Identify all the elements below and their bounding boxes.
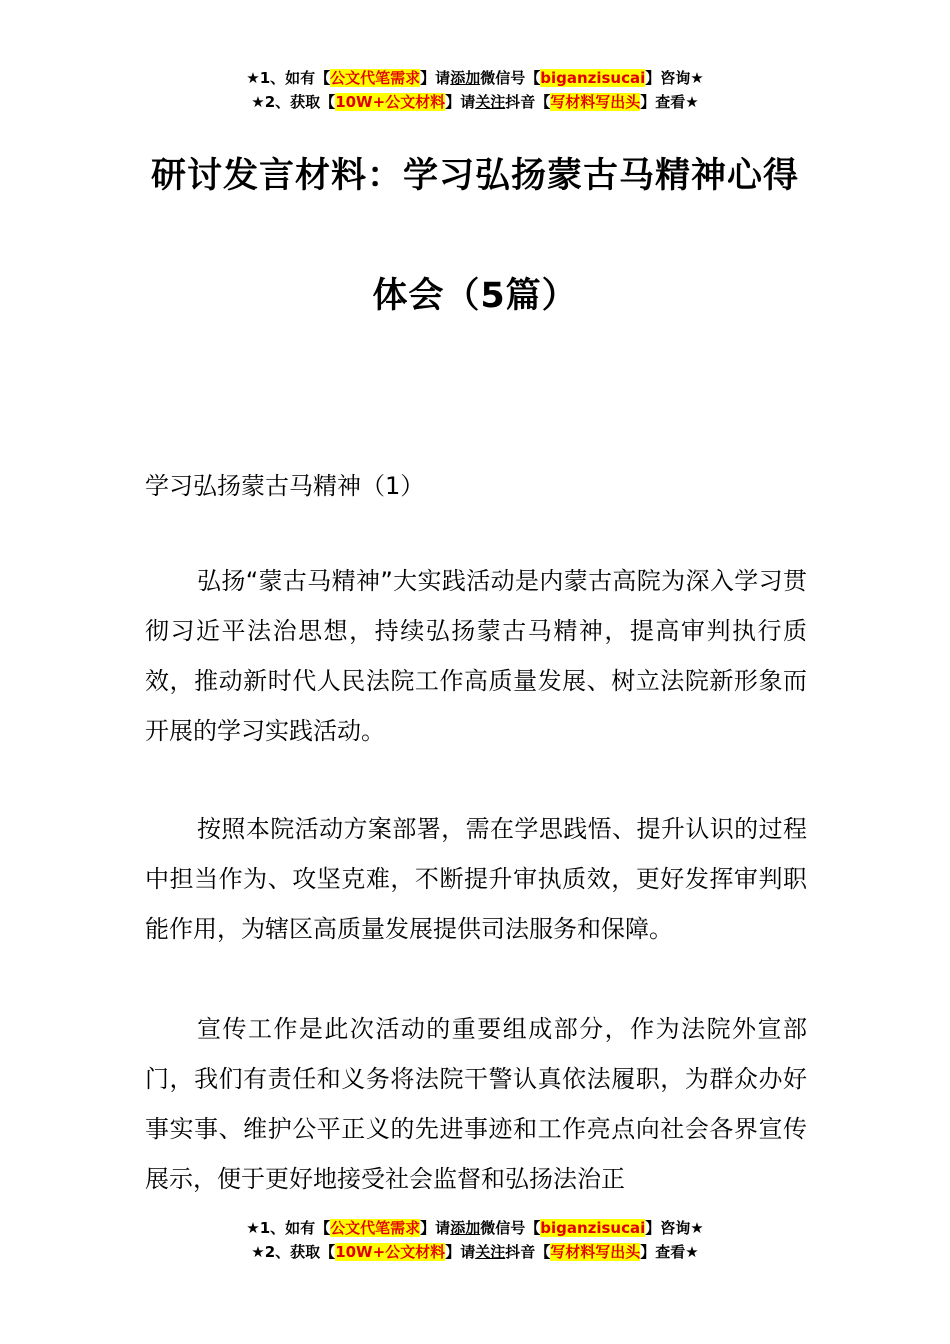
banner-text: 抖音【: [505, 1243, 551, 1261]
banner-text: 】请: [445, 93, 476, 111]
document-title-line-1: 研讨发言材料：学习弘扬蒙古马精神心得: [150, 156, 799, 196]
banner-text: 抖音【: [505, 93, 551, 111]
paragraph: 按照本院活动方案部署，需在学思践悟、提升认识的过程中担当作为、攻坚克难，不断提升审执质效，更好发挥审判职能作用，为辖区高质量发展提供司法服务和保障。: [145, 815, 807, 943]
banner-text: ★2、获取【: [251, 1243, 336, 1261]
section-heading: 学习弘扬蒙古马精神（1）: [145, 472, 425, 500]
banner-highlight: 公文代笔需求: [330, 69, 421, 87]
banner-text: 】请: [445, 1243, 476, 1261]
banner-underlined-text: 添加: [450, 1219, 481, 1237]
banner-highlight: 写材料写出头: [550, 1243, 641, 1261]
banner-underlined-text: 关注: [475, 1243, 506, 1261]
banner-text: 微信号【: [480, 69, 541, 87]
document-title-line-2: 体会（5篇）: [372, 276, 578, 316]
banner-line-1: [0, 1216, 950, 1240]
banner-text: ★1、如有【: [246, 1219, 331, 1237]
banner-underlined-text: 添加: [450, 69, 481, 87]
paragraph: 弘扬“蒙古马精神”大实践活动是内蒙古高院为深入学习贯彻习近平法治思想，持续弘扬蒙古马精神，提高审判执行质效，推动新时代人民法院工作高质量发展、树立法院新形象而开展的学习实践活动。: [145, 567, 807, 745]
banner-highlight: biganzisucai: [540, 69, 646, 87]
banner-highlight: biganzisucai: [540, 1219, 646, 1237]
banner-text: 】请: [420, 1219, 451, 1237]
banner-line-2: [0, 1240, 950, 1264]
banner-text: ★2、获取【: [251, 93, 336, 111]
banner-text: 】咨询★: [645, 1219, 704, 1237]
header-banner: [0, 66, 950, 114]
banner-line-2: [0, 90, 950, 114]
banner-text: 】查看★: [640, 93, 699, 111]
banner-text: 微信号【: [480, 1219, 541, 1237]
banner-text: 】咨询★: [645, 69, 704, 87]
banner-underlined-text: 关注: [475, 93, 506, 111]
banner-highlight: 写材料写出头: [550, 93, 641, 111]
banner-highlight: 10W+公文材料: [335, 93, 446, 111]
banner-text: 】查看★: [640, 1243, 699, 1261]
banner-text: ★1、如有【: [246, 69, 331, 87]
footer-banner: [0, 1216, 950, 1264]
banner-line-1: [0, 66, 950, 90]
banner-highlight: 10W+公文材料: [335, 1243, 446, 1261]
paragraph: 宣传工作是此次活动的重要组成部分，作为法院外宣部门，我们有责任和义务将法院干警认真依法履职，为群众办好事实事、维护公平正义的先进事迹和工作亮点向社会各界宣传展示，便于更好地接受社会监督和弘扬法治正: [145, 1015, 807, 1193]
banner-highlight: 公文代笔需求: [330, 1219, 421, 1237]
banner-text: 】请: [420, 69, 451, 87]
